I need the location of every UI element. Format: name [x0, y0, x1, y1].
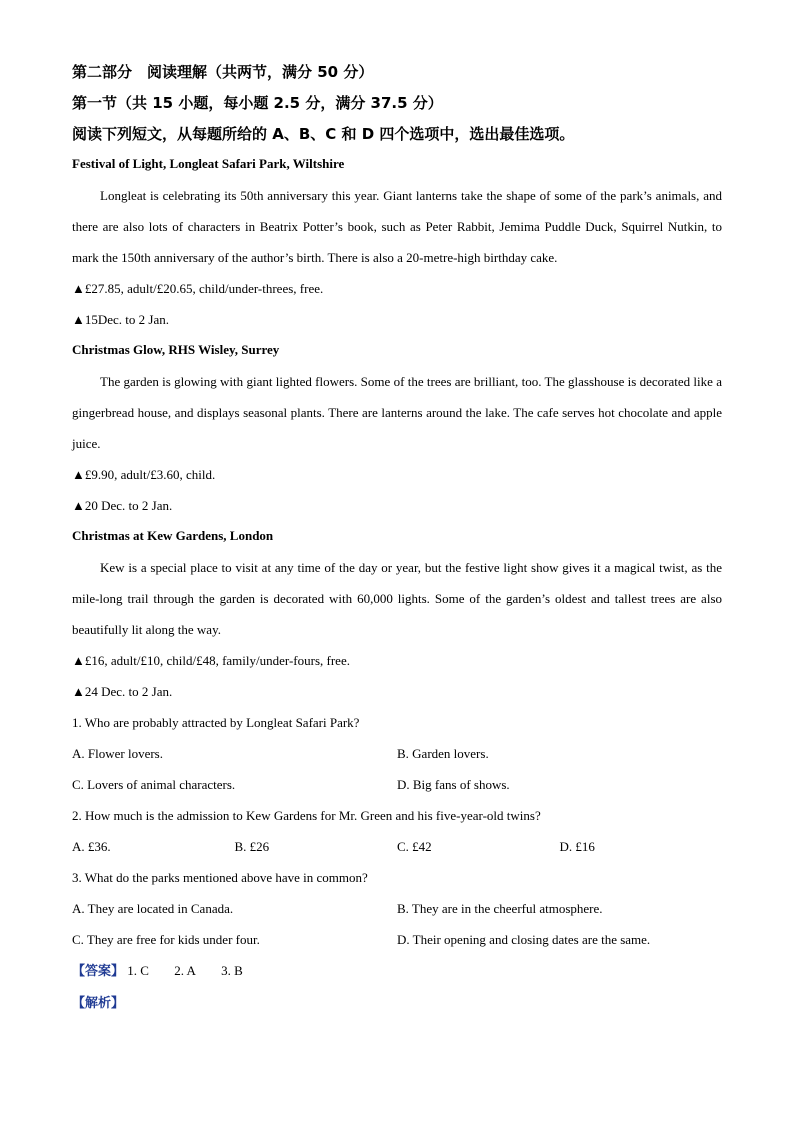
passage-wisley	[72, 341, 722, 521]
option-c: C. Lovers of animal characters.	[72, 777, 236, 792]
option-c: C. They are free for kids under four.	[72, 932, 260, 947]
passage-longleat	[72, 155, 722, 335]
option-row	[72, 924, 722, 955]
passage-title: Christmas Glow, RHS Wisley, Surrey	[72, 342, 280, 357]
passage-price: ▲£16, adult/£10, child/£48, family/under-fours, free.	[72, 653, 350, 668]
option-a: A. Flower lovers.	[72, 746, 163, 761]
passage-body: Longleat is celebrating its 50th anniversary this year. Giant lanterns take the shape of some of the park’s animals, and there are also lots of characters in Beatrix Potter’s book, such as Peter Rabbit, Jemima Puddle Duck, Squirrel Nutkin, to mark the 150th anniversary of the author’s birth. There is also a 20-metre-high birthday cake.	[72, 188, 722, 265]
instruction: 阅读下列短文，从每题所给的 A、B、C 和 D 四个选项中，选出最佳选项。	[72, 125, 575, 143]
question-stem: 1. Who are probably attracted by Longleat Safari Park?	[72, 715, 360, 730]
answer-item: 2. A	[174, 963, 196, 978]
passage-dates: ▲15Dec. to 2 Jan.	[72, 312, 169, 327]
question-3	[72, 862, 722, 955]
option-c: C. £42	[397, 839, 432, 854]
exam-page	[72, 62, 722, 1019]
option-b: B. They are in the cheerful atmosphere.	[397, 901, 603, 916]
passage-dates: ▲24 Dec. to 2 Jan.	[72, 684, 173, 699]
option-row	[72, 893, 722, 924]
option-b: B. Garden lovers.	[397, 746, 489, 761]
option-a: A. They are located in Canada.	[72, 901, 234, 916]
passage-price: ▲£27.85, adult/£20.65, child/under-threes, free.	[72, 281, 324, 296]
passage-price: ▲£9.90, adult/£3.60, child.	[72, 467, 216, 482]
option-b: B. £26	[234, 839, 270, 854]
question-stem: 3. What do the parks mentioned above have in common?	[72, 870, 368, 885]
answer-label: 【答案】	[72, 964, 125, 979]
passage-title: Christmas at Kew Gardens, London	[72, 528, 274, 543]
option-d: D. Their opening and closing dates are the same.	[397, 932, 651, 947]
passage-body: The garden is glowing with giant lighted flowers. Some of the trees are brilliant, too. The glasshouse is decorated like a gingerbread house, and displays seasonal plants. There are lanterns around the lake. The cafe serves hot chocolate and apple juice.	[72, 374, 722, 451]
passage-body: Kew is a special place to visit at any time of the day or year, but the festive light show gives it a magical twist, as the mile-long trail through the garden is decorated with 60,000 lights. Some of the garden’s oldest and tallest trees are also beautifully lit along the way.	[72, 560, 722, 637]
analysis-line	[72, 987, 722, 1019]
part-heading: 第二部分 阅读理解（共两节，满分 50 分）	[72, 63, 374, 81]
passage-kew	[72, 527, 722, 707]
option-a: A. £36.	[72, 839, 111, 854]
option-row	[72, 738, 722, 769]
analysis-label: 【解析】	[72, 996, 125, 1011]
question-2	[72, 800, 722, 862]
answer-line	[72, 955, 722, 987]
question-1	[72, 707, 722, 800]
option-d: D. £16	[559, 839, 595, 854]
section-heading: 第一节（共 15 小题，每小题 2.5 分，满分 37.5 分）	[72, 94, 443, 112]
question-stem: 2. How much is the admission to Kew Gardens for Mr. Green and his five-year-old twins?	[72, 808, 541, 823]
option-d: D. Big fans of shows.	[397, 777, 510, 792]
passage-dates: ▲20 Dec. to 2 Jan.	[72, 498, 173, 513]
answer-item: 1. C	[127, 963, 149, 978]
option-row	[72, 769, 722, 800]
option-row	[72, 831, 722, 862]
answer-item: 3. B	[221, 963, 243, 978]
passage-title: Festival of Light, Longleat Safari Park, Wiltshire	[72, 156, 345, 171]
